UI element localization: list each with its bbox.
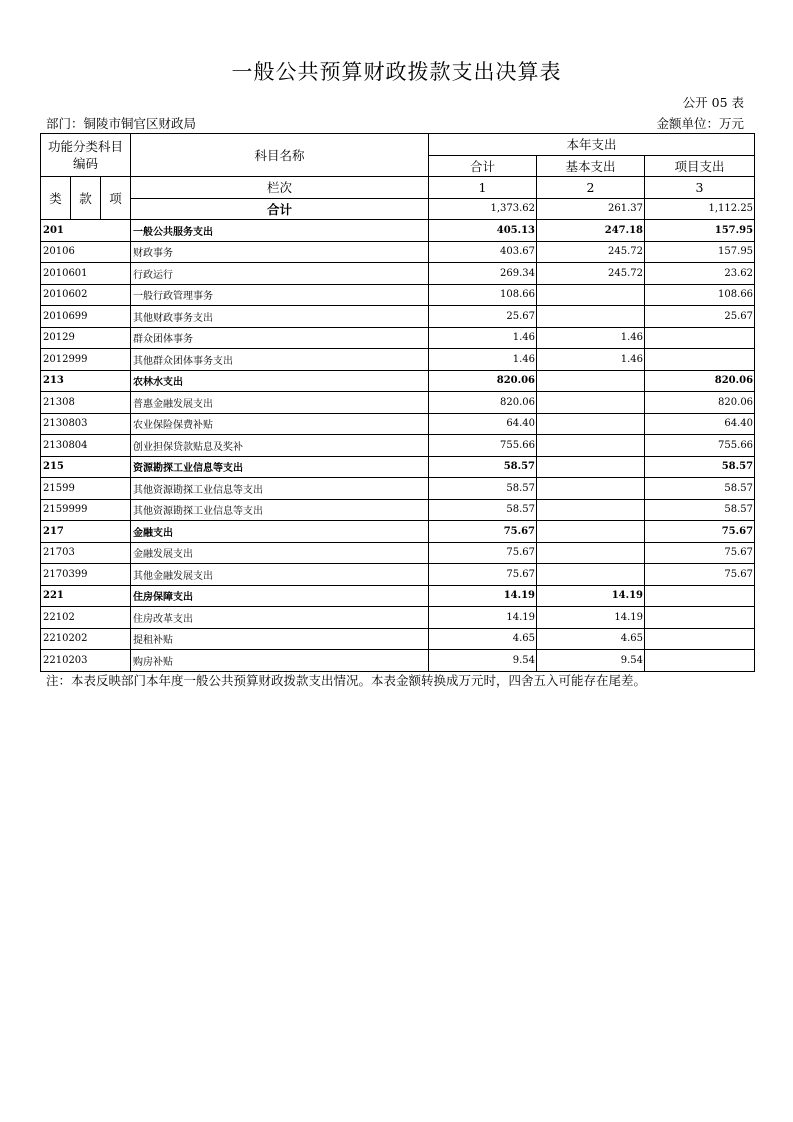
row-subject-name: 其他资源勘探工业信息等支出 <box>131 499 429 521</box>
row-total: 4.65 <box>429 628 537 650</box>
row-project: 820.06 <box>645 370 755 392</box>
row-total: 820.06 <box>429 392 537 414</box>
row-basic <box>537 435 645 457</box>
table-row <box>41 306 755 328</box>
row-subject-name: 农业保险保费补贴 <box>131 413 429 435</box>
row-code: 2010602 <box>41 284 131 306</box>
row-code: 21599 <box>41 478 131 500</box>
row-code: 20106 <box>41 241 131 263</box>
row-project: 23.62 <box>645 263 755 285</box>
row-code: 2130803 <box>41 413 131 435</box>
row-basic <box>537 306 645 328</box>
header-kuan: 款 <box>71 177 101 220</box>
row-total: 75.67 <box>429 521 537 543</box>
row-subject-name: 提租补贴 <box>131 628 429 650</box>
row-project: 157.95 <box>645 241 755 263</box>
row-subject-name: 其他财政事务支出 <box>131 306 429 328</box>
row-subject-name: 群众团体事务 <box>131 327 429 349</box>
table-row <box>41 392 755 414</box>
row-code: 21703 <box>41 542 131 564</box>
row-total: 405.13 <box>429 220 537 242</box>
table-row <box>41 327 755 349</box>
table-row <box>41 499 755 521</box>
row-total: 25.67 <box>429 306 537 328</box>
row-subject-name: 其他金融发展支出 <box>131 564 429 586</box>
row-project <box>645 349 755 371</box>
row-basic <box>537 478 645 500</box>
row-basic <box>537 284 645 306</box>
total-row-total: 1,373.62 <box>429 198 537 220</box>
row-total: 403.67 <box>429 241 537 263</box>
row-code: 2210203 <box>41 650 131 672</box>
row-basic: 1.46 <box>537 349 645 371</box>
row-subject-name: 行政运行 <box>131 263 429 285</box>
row-project: 75.67 <box>645 564 755 586</box>
row-basic: 245.72 <box>537 263 645 285</box>
row-total: 820.06 <box>429 370 537 392</box>
row-code: 2159999 <box>41 499 131 521</box>
row-code: 20129 <box>41 327 131 349</box>
row-project <box>645 650 755 672</box>
header-col3: 3 <box>645 177 755 199</box>
table-row <box>41 628 755 650</box>
row-subject-name: 一般公共服务支出 <box>131 220 429 242</box>
row-total: 108.66 <box>429 284 537 306</box>
table-row <box>41 435 755 457</box>
table-row <box>41 413 755 435</box>
row-basic <box>537 456 645 478</box>
row-basic <box>537 392 645 414</box>
header-lei: 类 <box>41 177 71 220</box>
header-xiang: 项 <box>101 177 131 220</box>
row-subject-name: 创业担保贷款贴息及奖补 <box>131 435 429 457</box>
row-subject-name: 财政事务 <box>131 241 429 263</box>
expenditure-table <box>40 133 755 672</box>
row-basic: 9.54 <box>537 650 645 672</box>
row-subject-name: 金融发展支出 <box>131 542 429 564</box>
row-code: 21308 <box>41 392 131 414</box>
row-project <box>645 607 755 629</box>
row-code: 2170399 <box>41 564 131 586</box>
row-code: 22102 <box>41 607 131 629</box>
row-code: 217 <box>41 521 131 543</box>
footnote: 注：本表反映部门本年度一般公共预算财政拨款支出情况。本表金额转换成万元时，四舍五入可能存在尾差。 <box>46 673 647 688</box>
row-project: 820.06 <box>645 392 755 414</box>
table-row <box>41 220 755 242</box>
total-row-project: 1,112.25 <box>645 198 755 220</box>
total-row-label: 合计 <box>131 198 429 220</box>
row-code: 2130804 <box>41 435 131 457</box>
page-title: 一般公共预算财政拨款支出决算表 <box>231 60 562 84</box>
unit-label: 金额单位：万元 <box>656 116 744 131</box>
row-total: 9.54 <box>429 650 537 672</box>
row-total: 1.46 <box>429 349 537 371</box>
row-project <box>645 585 755 607</box>
row-total: 58.57 <box>429 499 537 521</box>
row-total: 1.46 <box>429 327 537 349</box>
row-code: 2012999 <box>41 349 131 371</box>
table-row <box>41 521 755 543</box>
row-project <box>645 327 755 349</box>
department-label: 部门：铜陵市铜官区财政局 <box>46 116 197 131</box>
table-row <box>41 349 755 371</box>
row-subject-name: 其他资源勘探工业信息等支出 <box>131 478 429 500</box>
row-basic <box>537 521 645 543</box>
row-total: 14.19 <box>429 607 537 629</box>
row-project: 64.40 <box>645 413 755 435</box>
row-project: 157.95 <box>645 220 755 242</box>
row-subject-name: 金融支出 <box>131 521 429 543</box>
table-row <box>41 456 755 478</box>
row-total: 75.67 <box>429 564 537 586</box>
row-total: 269.34 <box>429 263 537 285</box>
row-total: 58.57 <box>429 456 537 478</box>
row-project: 58.57 <box>645 478 755 500</box>
row-basic <box>537 413 645 435</box>
row-total: 58.57 <box>429 478 537 500</box>
header-column-no: 栏次 <box>131 177 429 199</box>
header-total: 合计 <box>429 155 537 177</box>
header-subject-name: 科目名称 <box>131 134 429 177</box>
table-row <box>41 650 755 672</box>
row-project: 58.57 <box>645 499 755 521</box>
row-basic: 247.18 <box>537 220 645 242</box>
table-row <box>41 585 755 607</box>
header-basic: 基本支出 <box>537 155 645 177</box>
table-row <box>41 284 755 306</box>
row-project: 108.66 <box>645 284 755 306</box>
table-row <box>41 542 755 564</box>
row-total: 14.19 <box>429 585 537 607</box>
row-code: 2010699 <box>41 306 131 328</box>
row-project: 75.67 <box>645 542 755 564</box>
row-subject-name: 购房补贴 <box>131 650 429 672</box>
header-func-class: 功能分类科目编码 <box>41 134 131 177</box>
row-subject-name: 农林水支出 <box>131 370 429 392</box>
row-code: 213 <box>41 370 131 392</box>
header-current-year: 本年支出 <box>429 134 755 156</box>
table-row <box>41 607 755 629</box>
header-col2: 2 <box>537 177 645 199</box>
row-basic: 245.72 <box>537 241 645 263</box>
row-subject-name: 住房保障支出 <box>131 585 429 607</box>
row-basic: 4.65 <box>537 628 645 650</box>
row-subject-name: 其他群众团体事务支出 <box>131 349 429 371</box>
row-subject-name: 一般行政管理事务 <box>131 284 429 306</box>
table-row <box>41 241 755 263</box>
total-row-basic: 261.37 <box>537 198 645 220</box>
row-code: 201 <box>41 220 131 242</box>
row-basic <box>537 542 645 564</box>
row-project: 755.66 <box>645 435 755 457</box>
row-total: 755.66 <box>429 435 537 457</box>
header-project: 项目支出 <box>645 155 755 177</box>
row-basic: 14.19 <box>537 607 645 629</box>
row-code: 2210202 <box>41 628 131 650</box>
table-row <box>41 370 755 392</box>
row-code: 215 <box>41 456 131 478</box>
row-basic <box>537 564 645 586</box>
row-subject-name: 普惠金融发展支出 <box>131 392 429 414</box>
row-total: 75.67 <box>429 542 537 564</box>
form-code: 公开 05 表 <box>682 95 744 110</box>
table-row <box>41 478 755 500</box>
row-subject-name: 资源勘探工业信息等支出 <box>131 456 429 478</box>
row-project: 75.67 <box>645 521 755 543</box>
row-code: 2010601 <box>41 263 131 285</box>
row-project: 25.67 <box>645 306 755 328</box>
row-project <box>645 628 755 650</box>
row-basic: 1.46 <box>537 327 645 349</box>
table-row <box>41 263 755 285</box>
row-basic <box>537 499 645 521</box>
row-basic: 14.19 <box>537 585 645 607</box>
row-subject-name: 住房改革支出 <box>131 607 429 629</box>
table-row <box>41 564 755 586</box>
row-code: 221 <box>41 585 131 607</box>
row-total: 64.40 <box>429 413 537 435</box>
header-col1: 1 <box>429 177 537 199</box>
row-project: 58.57 <box>645 456 755 478</box>
row-basic <box>537 370 645 392</box>
